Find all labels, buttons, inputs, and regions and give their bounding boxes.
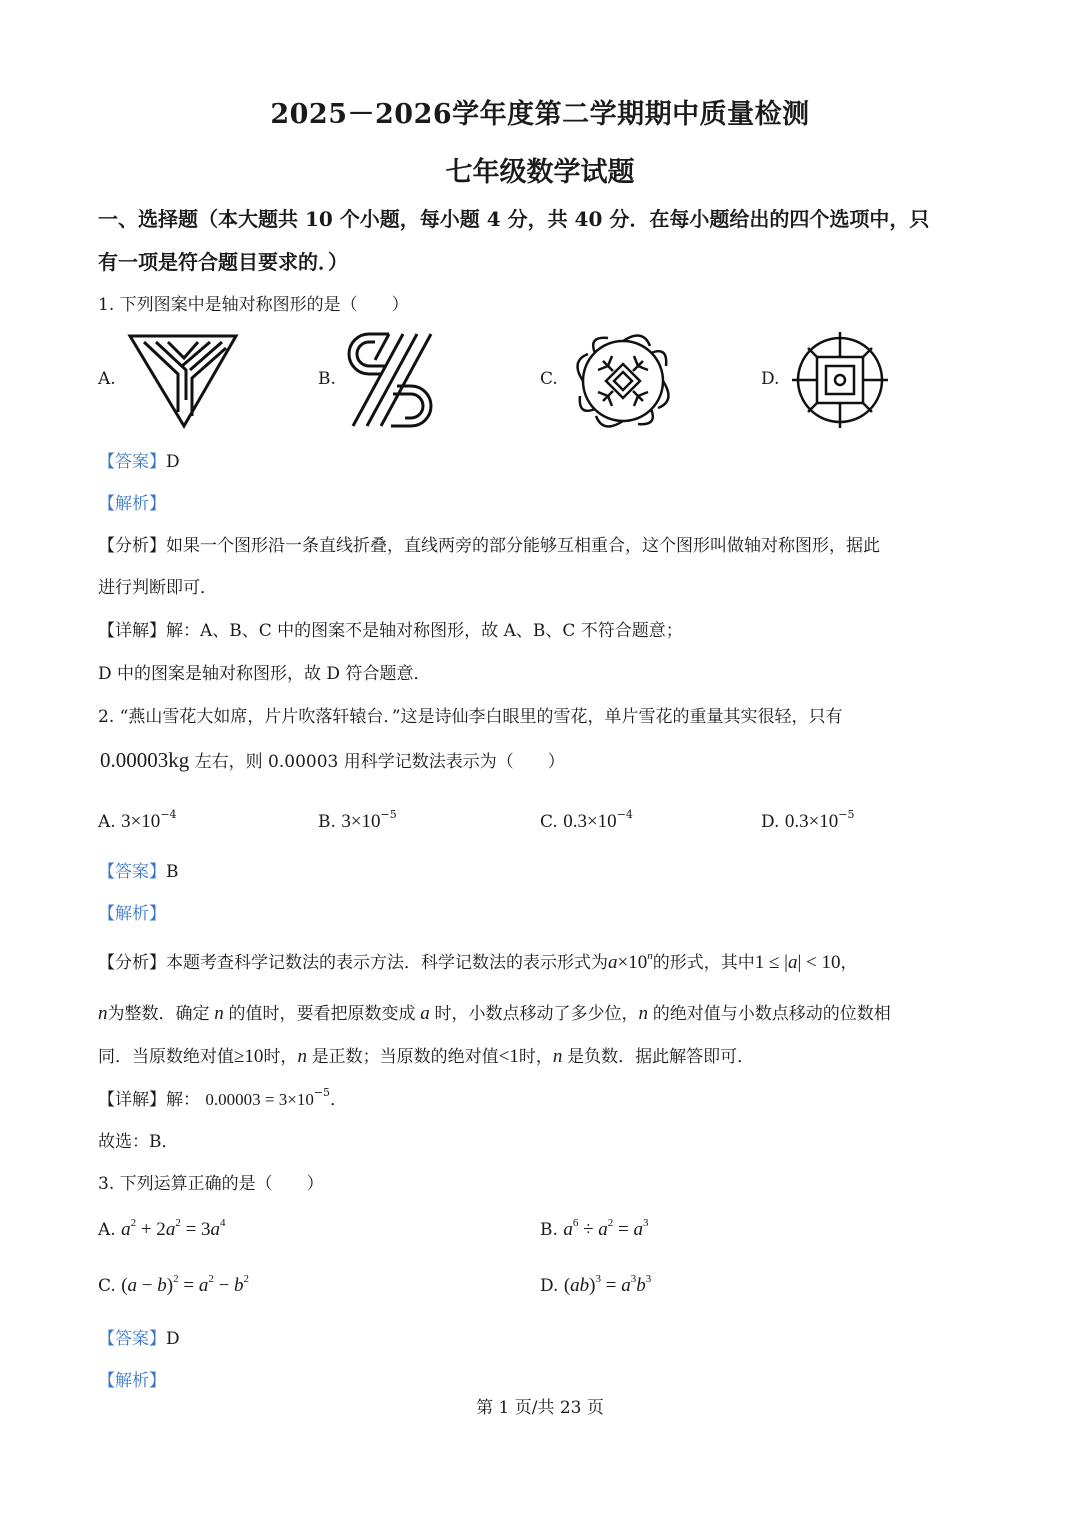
q2-option-b-exp: −5 bbox=[380, 808, 397, 821]
q2-fenxi-1c: ， bbox=[840, 953, 858, 973]
q3-answer bbox=[98, 1324, 180, 1349]
page-title: 2025－2026学年度第二学期期中质量检测 bbox=[270, 99, 810, 130]
q2-option-b bbox=[318, 808, 397, 833]
q2-fenxi-3a: 同．当原数绝对值 bbox=[98, 1047, 234, 1067]
q2-option-a-base: 3×10 bbox=[121, 811, 161, 832]
q1-option-c-label: C. bbox=[540, 369, 558, 389]
q1-fenxi-text1: 如果一个图形沿一条直线折叠，直线两旁的部分能够互相重合，这个图形叫做轴对称图形，据此 bbox=[166, 536, 880, 556]
q1-stem: 1. 下列图案中是轴对称图形的是（ ） bbox=[98, 295, 409, 315]
q2-fenxi-3c: 是正数；当原数的绝对值 bbox=[311, 1047, 499, 1067]
q2-fenxi-2b: 的值时，要看把原数变成 bbox=[228, 1004, 416, 1024]
q3-option-a bbox=[98, 1217, 226, 1241]
q2-formula-range: 1 ≤ |a| < 10 bbox=[754, 952, 841, 973]
q2-final: 故选：B． bbox=[98, 1132, 179, 1152]
answer-tag: 【答案】 bbox=[98, 1329, 166, 1349]
q2-fenxi-2c: 时，小数点移动了多少位， bbox=[434, 1004, 639, 1024]
q1-analysis-tag: 【解析】 bbox=[98, 494, 166, 514]
q1-figure-d bbox=[790, 330, 890, 430]
q3-option-b bbox=[540, 1217, 648, 1241]
q1-figure-b bbox=[345, 330, 437, 430]
q2-option-b-label: B. bbox=[318, 812, 336, 832]
q1-fenxi-line1 bbox=[98, 531, 880, 556]
q2-option-c-exp: −4 bbox=[616, 808, 633, 821]
q2-option-d-base: 0.3×10 bbox=[784, 811, 839, 832]
q3-option-d bbox=[540, 1273, 651, 1297]
q2-xiangjie bbox=[98, 1085, 347, 1110]
q2-option-d-label: D. bbox=[761, 812, 780, 832]
xiangjie-tag: 【详解】 bbox=[98, 1090, 166, 1110]
q2-option-c-label: C. bbox=[540, 812, 558, 832]
q2-fenxi-3e: 是负数．据此解答即可． bbox=[567, 1047, 755, 1067]
q2-option-d-exp: −5 bbox=[838, 808, 855, 821]
q3-option-b-label: B. bbox=[540, 1220, 558, 1240]
q1-option-b-label: B. bbox=[318, 369, 336, 389]
q3-analysis-tag: 【解析】 bbox=[98, 1371, 166, 1391]
q3-answer-value: D bbox=[166, 1329, 180, 1349]
q1-figure-a bbox=[126, 330, 240, 430]
q2-xiangjie-end: ． bbox=[330, 1090, 348, 1110]
section-heading-line1: 一、选择题（本大题共 10 个小题，每小题 4 分，共 40 分．在每小题给出的四个选项中，只 bbox=[98, 207, 930, 231]
q2-option-a bbox=[98, 808, 177, 833]
answer-tag: 【答案】 bbox=[98, 452, 166, 472]
q2-fenxi-2d: 的绝对值与小数点移动的位数相 bbox=[652, 1004, 891, 1024]
q2-option-a-exp: −4 bbox=[160, 808, 177, 821]
page-subtitle: 七年级数学试题 bbox=[445, 157, 635, 188]
q2-xiangjie-text: 解： bbox=[166, 1090, 200, 1110]
q2-option-d bbox=[761, 808, 855, 833]
q1-answer-value: D bbox=[166, 452, 180, 472]
q2-fenxi-1b: 的形式，其中 bbox=[652, 953, 755, 973]
q2-stem-line2 bbox=[100, 747, 565, 773]
xiangjie-tag: 【详解】 bbox=[98, 621, 166, 641]
q2-fenxi-line2: n为整数．确定 n 的值时，要看把原数变成 a 时，小数点移动了多少位，n 的绝对值与小数点移动的位数相 bbox=[98, 1003, 891, 1024]
q1-xiangjie-line1 bbox=[98, 616, 683, 641]
q3-option-c-formula: $(a - b)^2 = a^2 - b^2$ bbox=[121, 1273, 250, 1296]
q1-option-a-label: A. bbox=[98, 369, 116, 389]
q2-option-a-label: A. bbox=[98, 812, 116, 832]
q2-stem-math: 0.00003kg bbox=[100, 748, 190, 772]
q2-xiangjie-exp: −5 bbox=[313, 1086, 331, 1099]
q3-option-d-label: D. bbox=[540, 1276, 559, 1296]
section-heading-line2: 有一项是符合题目要求的．） bbox=[98, 250, 348, 274]
fenxi-tag: 【分析】 bbox=[98, 953, 166, 973]
q1-fenxi-line2: 进行判断即可． bbox=[98, 578, 217, 598]
q3-option-a-formula: $a^2 + 2a^2 = 3a^4$ bbox=[121, 1217, 226, 1240]
q3-option-a-label: A. bbox=[98, 1220, 116, 1240]
q2-answer-value: B bbox=[166, 862, 179, 882]
q2-formula-sci: $a\times 10^n$ bbox=[608, 950, 653, 973]
q2-fenxi-3d: 时， bbox=[518, 1047, 553, 1067]
q3-option-b-formula: $a^6 \div a^2 = a^3$ bbox=[563, 1217, 649, 1240]
q2-analysis-tag: 【解析】 bbox=[98, 904, 166, 924]
q3-option-c bbox=[98, 1273, 249, 1297]
q2-fenxi-3b: 时， bbox=[263, 1047, 298, 1067]
q2-fenxi-2a: 为整数．确定 bbox=[107, 1004, 210, 1024]
answer-tag: 【答案】 bbox=[98, 862, 166, 882]
q1-figure-c bbox=[568, 326, 678, 436]
q2-answer bbox=[98, 857, 179, 882]
q2-stem-text: 左右，则 0.00003 用科学记数法表示为（ ） bbox=[189, 752, 565, 772]
q1-xiangjie-text1: 解：A、B、C 中的图案不是轴对称图形，故 A、B、C 不符合题意； bbox=[166, 621, 683, 641]
q3-option-c-label: C. bbox=[98, 1276, 116, 1296]
q1-option-d-label: D. bbox=[761, 369, 780, 389]
q3-stem: 3. 下列运算正确的是（ ） bbox=[98, 1174, 324, 1194]
q1-answer bbox=[98, 447, 180, 472]
fenxi-tag: 【分析】 bbox=[98, 536, 166, 556]
q2-xiangjie-math: 0.00003 = 3×10 bbox=[205, 1090, 314, 1109]
q2-fenxi-line3: 同．当原数绝对值≥10时，n 是正数；当原数的绝对值<1时，n 是负数．据此解答即可． bbox=[98, 1046, 755, 1067]
q2-option-c-base: 0.3×10 bbox=[563, 811, 617, 832]
q2-fenxi-line1 bbox=[98, 948, 857, 974]
q2-fenxi-1a: 本题考查科学记数法的表示方法．科学记数法的表示形式为 bbox=[166, 953, 608, 973]
q2-stem-line1: 2. “燕山雪花大如席，片片吹落轩辕台．”这是诗仙李白眼里的雪花，单片雪花的重量其实很轻，只有 bbox=[98, 707, 843, 727]
q1-xiangjie-line2: D 中的图案是轴对称图形，故 D 符合题意． bbox=[98, 664, 431, 684]
q2-option-c bbox=[540, 808, 633, 833]
page-footer: 第 1 页/共 23 页 bbox=[476, 1398, 604, 1418]
q2-option-b-base: 3×10 bbox=[341, 811, 381, 832]
q3-option-d-formula: $(ab)^3 = a^3b^3$ bbox=[563, 1273, 652, 1296]
